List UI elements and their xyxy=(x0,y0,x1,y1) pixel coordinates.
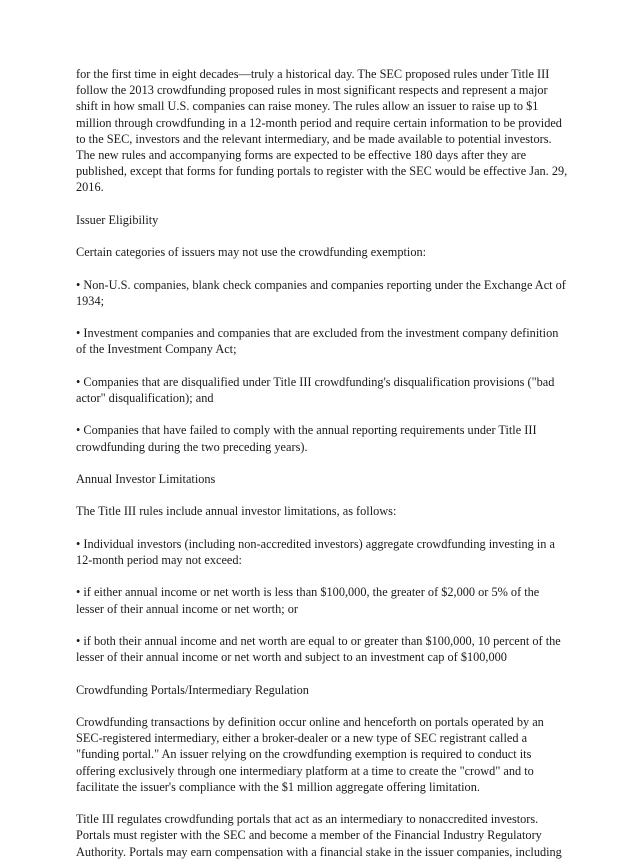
heading-issuer-eligibility: Issuer Eligibility xyxy=(76,212,159,227)
limitations-intro: The Title III rules include annual investor limitations, as follows: xyxy=(76,504,397,519)
eligibility-intro: Certain categories of issuers may not use the crowdfunding exemption: xyxy=(76,245,427,260)
intro-paragraph: for the first time in eight decades—truly a historical day. The SEC proposed rules under Title III follow the 2013 crowdfunding proposed rules in most significant respects and represent a major shift in how small U.S. companies can raise money. The rules allow an issuer to raise up to $1 million through crowdfunding in a 12-month period and require certain information to be provided to the SEC, investors and the relevant intermediary, and be made available to potential investors. The new rules and accompanying forms are expected to be effective 180 days after they are published, except that forms for funding portals to register with the SEC would be effective Jan. 29, 2016. xyxy=(76,67,568,195)
heading-annual-investor-limitations: Annual Investor Limitations xyxy=(76,471,216,486)
bullet-disqualified-companies: • Companies that are disqualified under Title III crowdfunding's disqualification provisions ("bad actor" disqualification); and xyxy=(76,374,555,405)
bullet-individual-investors: • Individual investors (including non-accredited investors) aggregate crowdfunding investing in a 12-month period may not exceed: xyxy=(76,536,555,567)
title-iii-paragraph: Title III regulates crowdfunding portals that act as an intermediary to nonaccredited investors. Portals must register with the SEC and become a member of the Financial Industry Regulatory Authority. Portals may earn compensation with a financial stake in the issuer companies, including xyxy=(76,812,562,859)
bullet-investment-companies: • Investment companies and companies that are excluded from the investment company definition of the Investment Company Act; xyxy=(76,326,559,357)
portals-paragraph: Crowdfunding transactions by definition occur online and henceforth on portals operated by an SEC-registered intermediary, either a broker-dealer or a new type of SEC registrant called a "funding portal." An issuer relying on the crowdfunding exemption is required to conduct its offering exclusively through one intermediary platform at a time to create the "crowd" and to facilitate the issuer's compliance with the $1 million aggregate offering limitation. xyxy=(76,714,544,794)
bullet-failed-reporting: • Companies that have failed to comply with the annual reporting requirements under Title III crowdfunding during the two preceding years). xyxy=(76,423,537,454)
bullet-income-greater-than: • if both their annual income and net worth are equal to or greater than $100,000, 10 percent of the lesser of their annual income or net worth and subject to an investment cap of $100,000 xyxy=(76,633,561,665)
heading-crowdfunding-portals: Crowdfunding Portals/Intermediary Regulation xyxy=(76,682,309,697)
bullet-non-us-companies: • Non-U.S. companies, blank check companies and companies reporting under the Exchange Act of 1934; xyxy=(76,277,566,308)
bullet-income-less-than: • if either annual income or net worth is less than $100,000, the greater of $2,000 or 5% of the lesser of their annual income or net worth; or xyxy=(76,585,540,616)
